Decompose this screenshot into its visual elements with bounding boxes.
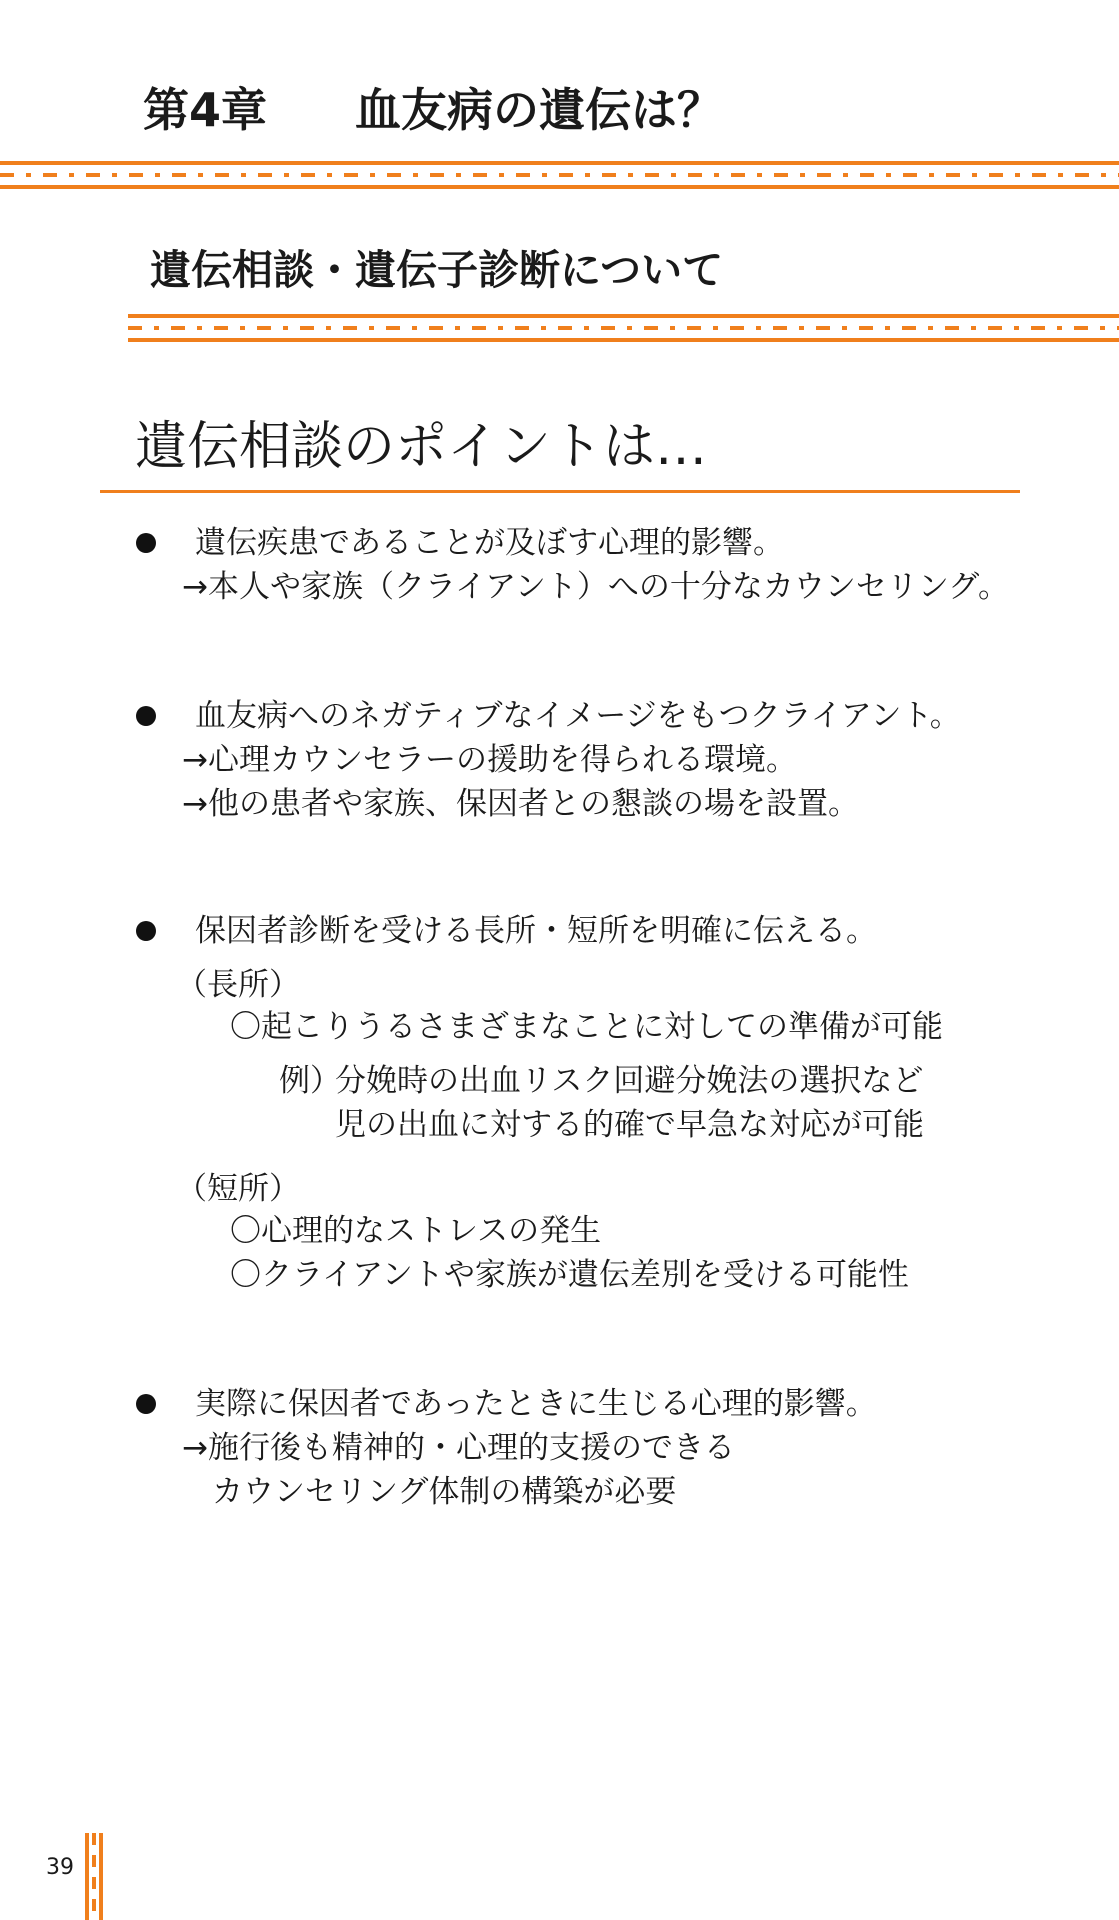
- example-line-1: 分娩時の出血リスク回避分娩法の選択など: [335, 1063, 924, 1099]
- chapter-number: 第4章: [143, 83, 268, 137]
- point-2-line-2: →他の患者や家族、保因者との懇談の場を設置。: [182, 786, 859, 822]
- bullet-icon: [136, 1394, 156, 1414]
- point-3-lead: 保因者診断を受ける長所・短所を明確に伝える。: [195, 913, 877, 949]
- bullet-icon: [136, 706, 156, 726]
- example-label: 例）: [279, 1063, 341, 1099]
- demerit-item-1: 〇心理的なストレスの発生: [230, 1213, 602, 1249]
- bullet-icon: [136, 921, 156, 941]
- point-1-line-1: →本人や家族（クライアント）への十分なカウンセリング。: [182, 569, 1010, 605]
- page-number: 39: [46, 1855, 74, 1880]
- point-4-line-2: カウンセリング体制の構築が必要: [212, 1474, 677, 1510]
- example-line-2: 児の出血に対する的確で早急な対応が可能: [335, 1107, 924, 1143]
- point-1-lead: 遺伝疾患であることが及ぼす心理的影響。: [195, 525, 784, 561]
- section-divider: [128, 314, 1119, 342]
- section-title: 遺伝相談・遺伝子診断について: [150, 246, 724, 294]
- heading-underline: [100, 490, 1020, 493]
- bullet-icon: [136, 533, 156, 553]
- chapter-divider: [0, 161, 1119, 189]
- merits-label: （長所）: [176, 967, 300, 1003]
- point-4-lead: 実際に保因者であったときに生じる心理的影響。: [195, 1386, 877, 1422]
- side-marker: [85, 1833, 103, 1920]
- points-heading: 遺伝相談のポイントは…: [135, 417, 708, 477]
- point-2-line-1: →心理カウンセラーの援助を得られる環境。: [182, 742, 797, 778]
- point-2-lead: 血友病へのネガティブなイメージをもつクライアント。: [195, 698, 961, 734]
- demerits-label: （短所）: [176, 1171, 300, 1207]
- point-4-line-1: →施行後も精神的・心理的支援のできる: [182, 1430, 735, 1466]
- chapter-title: 血友病の遺伝は？: [355, 83, 723, 137]
- demerit-item-2: 〇クライアントや家族が遺伝差別を受ける可能性: [230, 1257, 909, 1293]
- merit-item-1: 〇起こりうるさまざまなことに対しての準備が可能: [230, 1009, 943, 1045]
